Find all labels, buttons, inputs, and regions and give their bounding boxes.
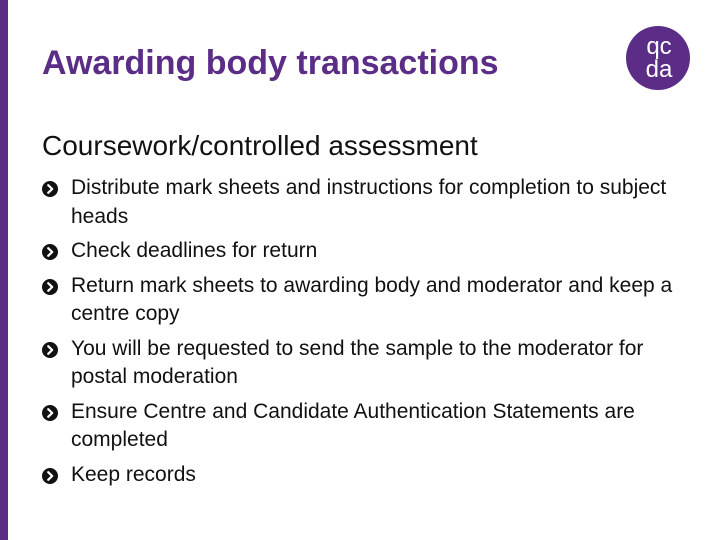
bullet-item — [42, 174, 692, 231]
logo-text-bottom: da — [645, 56, 673, 83]
chevron-circle-right-icon — [42, 279, 58, 295]
left-accent-stripe — [0, 0, 8, 540]
bullet-text: Check deadlines for return — [71, 239, 318, 262]
qcda-logo-icon — [626, 26, 690, 90]
chevron-circle-right-icon — [42, 342, 58, 358]
chevron-circle-right-icon — [42, 405, 58, 421]
chevron-circle-right-icon — [42, 181, 58, 197]
chevron-circle-right-icon — [42, 468, 58, 484]
section-subheading: Coursework/controlled assessment — [42, 130, 478, 161]
bullet-item — [42, 272, 692, 329]
bullet-text: Return mark sheets to awarding body and moderator and keep a centre copy — [71, 273, 673, 325]
bullet-text: Ensure Centre and Candidate Authentication Statements are completed — [71, 399, 635, 451]
bullet-item — [42, 335, 692, 392]
bullet-text: You will be requested to send the sample to the moderator for postal moderation — [71, 336, 644, 388]
bullet-text: Distribute mark sheets and instructions for completion to subject heads — [71, 176, 667, 228]
bullet-item — [42, 237, 692, 266]
bullet-item — [42, 461, 692, 490]
bullet-list — [42, 174, 692, 495]
bullet-item — [42, 398, 692, 455]
logo-text-top: qc — [646, 33, 672, 60]
bullet-text: Keep records — [71, 462, 196, 486]
chevron-circle-right-icon — [42, 244, 58, 260]
slide-title: Awarding body transactions — [42, 44, 499, 82]
